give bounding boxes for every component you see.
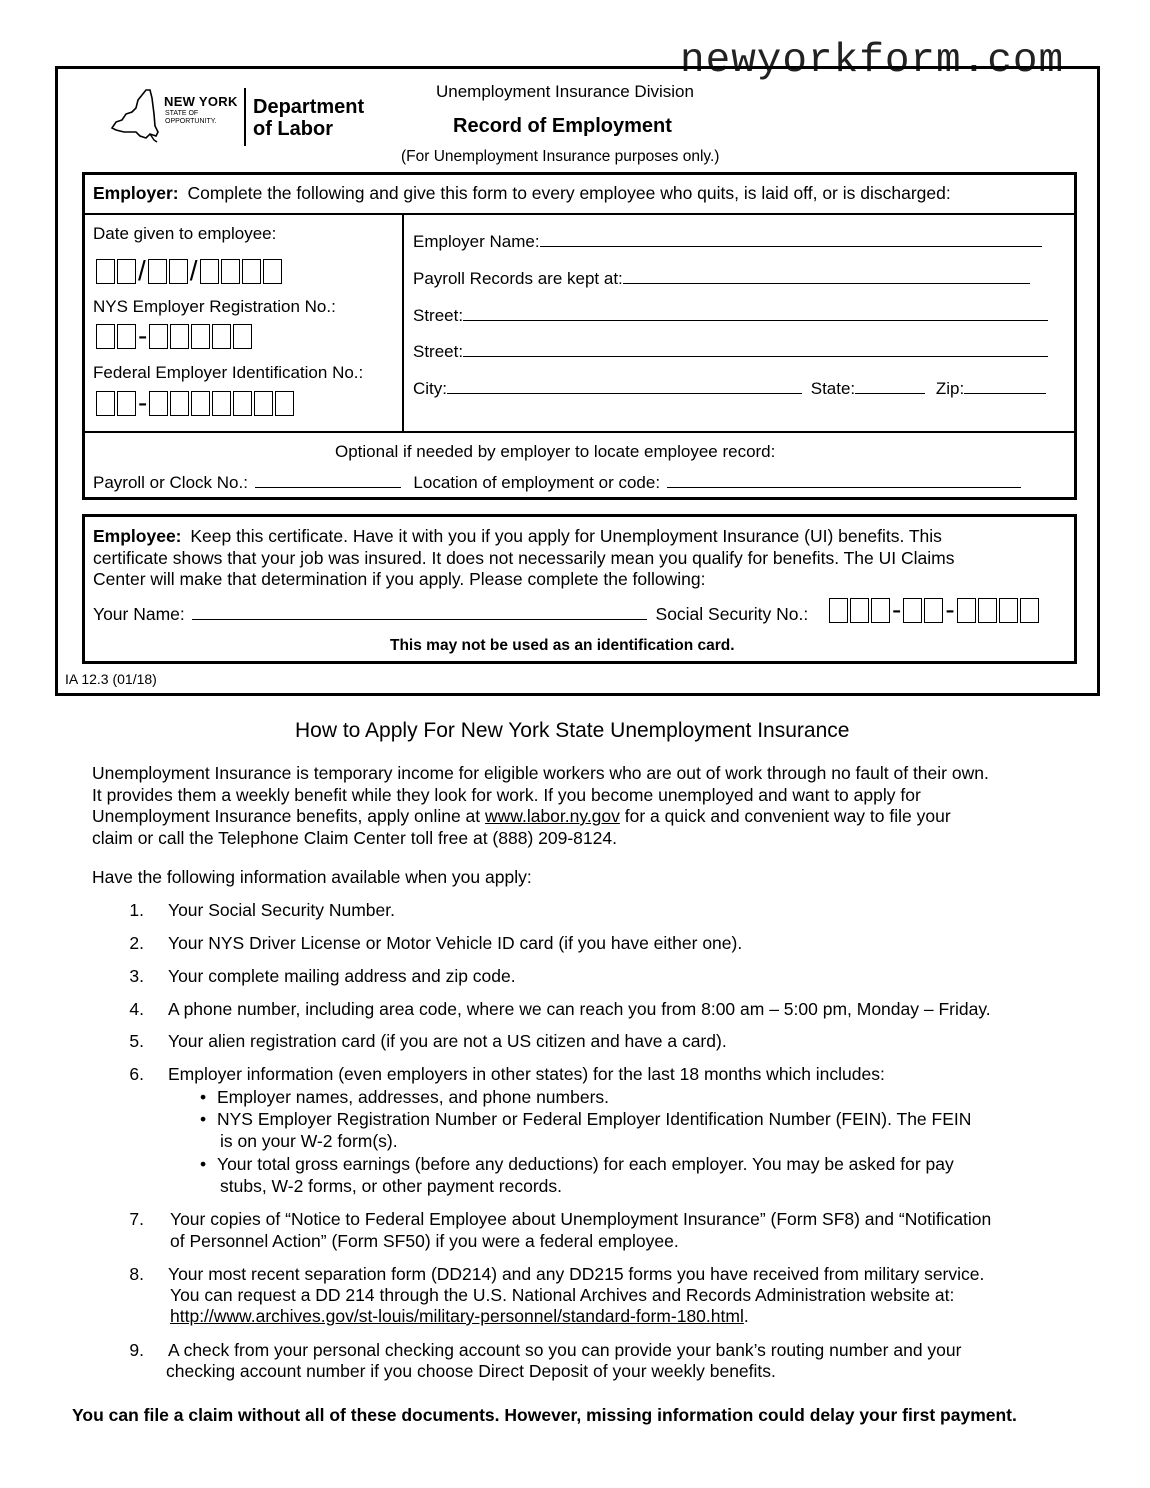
location-field[interactable] bbox=[667, 472, 1021, 488]
bullet-dot: • bbox=[200, 1154, 207, 1174]
item-number: 8. bbox=[129, 1264, 144, 1284]
intro-line3a: Unemployment Insurance benefits, apply online at bbox=[92, 806, 486, 826]
date-slash: / bbox=[189, 255, 198, 286]
item9-line2: checking account number if you choose Direct Deposit of your weekly benefits. bbox=[166, 1361, 776, 1381]
intro-line3b: for a quick and convenient way to file your bbox=[619, 806, 951, 826]
item8-line2: You can request a DD 214 through the U.S. National Archives and Records Administration website at: bbox=[170, 1285, 955, 1305]
item8-period: . bbox=[743, 1306, 749, 1326]
date-box[interactable] bbox=[263, 259, 282, 284]
item9-line1: A check from your personal checking account so you can provide your bank’s routing number and your bbox=[168, 1340, 962, 1360]
employer-instruction-text: Complete the following and give this form to every employee who quits, is laid off, or is discharged: bbox=[187, 183, 951, 203]
nys-reg-dash: - bbox=[138, 320, 148, 351]
watermark-text: newyorkform.com bbox=[680, 38, 1065, 84]
location-label: Location of employment or code: bbox=[413, 473, 661, 492]
optional-note: Optional if needed by employer to locate employee record: bbox=[335, 442, 776, 461]
fein-box[interactable] bbox=[96, 391, 115, 416]
bullet-dot: • bbox=[200, 1087, 207, 1107]
item-number: 6. bbox=[129, 1064, 144, 1084]
item-text: Employer information (even employers in other states) for the last 18 months which includes: bbox=[168, 1064, 885, 1084]
ssn-box[interactable] bbox=[903, 598, 922, 623]
fein-field[interactable] bbox=[96, 389, 296, 417]
closing-note: You can file a claim without all of these documents. However, missing information could delay your first payment. bbox=[72, 1405, 1017, 1425]
item-number: 1. bbox=[129, 900, 144, 920]
ssn-box[interactable] bbox=[924, 598, 943, 623]
intro-line4: claim or call the Telephone Claim Center toll free at (888) 209-8124. bbox=[92, 827, 617, 848]
nys-reg-box[interactable] bbox=[96, 324, 115, 349]
your-name-label: Your Name: bbox=[93, 604, 185, 624]
fein-box[interactable] bbox=[254, 391, 273, 416]
employee-text1: Keep this certificate. Have it with you if you apply for Unemployment Insurance (UI) benefits. This bbox=[190, 526, 942, 546]
payroll-location-row bbox=[93, 472, 1021, 493]
nys-reg-box[interactable] bbox=[117, 324, 136, 349]
bullet-continuation: is on your W-2 form(s). bbox=[220, 1131, 398, 1151]
date-given-label: Date given to employee: bbox=[93, 224, 277, 243]
ssn-box[interactable] bbox=[978, 598, 997, 623]
date-box[interactable] bbox=[242, 259, 261, 284]
street1-label: Street: bbox=[413, 306, 464, 325]
payroll-clock-label: Payroll or Clock No.: bbox=[93, 473, 248, 492]
ssn-box[interactable] bbox=[957, 598, 976, 623]
employer-name-field[interactable] bbox=[540, 231, 1042, 247]
item-text: Your Social Security Number. bbox=[168, 900, 395, 920]
employee-text3: Center will make that determination if you apply. Please complete the following: bbox=[93, 569, 706, 589]
fein-box[interactable] bbox=[149, 391, 168, 416]
item8-line1: Your most recent separation form (DD214) and any DD215 forms you have received from military service. bbox=[168, 1264, 985, 1284]
city-state-zip-row bbox=[413, 378, 1046, 399]
date-box[interactable] bbox=[96, 259, 115, 284]
employee-text-line1 bbox=[93, 526, 942, 546]
fein-box[interactable] bbox=[233, 391, 252, 416]
employee-label: Employee: bbox=[93, 526, 182, 546]
division-name: Unemployment Insurance Division bbox=[436, 82, 694, 101]
employer-optional-divider bbox=[84, 431, 1074, 433]
ssn-box[interactable] bbox=[850, 598, 869, 623]
street2-row bbox=[413, 341, 1048, 362]
ssn-box[interactable] bbox=[829, 598, 848, 623]
date-slash: / bbox=[138, 255, 146, 286]
bullet-dot: • bbox=[200, 1109, 207, 1129]
state-field[interactable] bbox=[855, 378, 925, 394]
ssn-field[interactable] bbox=[829, 596, 1041, 624]
bullet-text: NYS Employer Registration Number or Federal Employer Identification Number (FEIN). The FEIN bbox=[217, 1109, 972, 1129]
item-number: 9. bbox=[129, 1340, 144, 1360]
nys-reg-box[interactable] bbox=[149, 324, 168, 349]
logo-new-york: NEW YORK bbox=[164, 94, 238, 109]
form-subtitle: (For Unemployment Insurance purposes only.) bbox=[401, 148, 720, 165]
employer-name-row bbox=[413, 231, 1042, 252]
item-number: 2. bbox=[129, 933, 144, 953]
fein-box[interactable] bbox=[170, 391, 189, 416]
nys-reg-box[interactable] bbox=[212, 324, 231, 349]
logo-department: Department bbox=[253, 96, 365, 118]
archives-link[interactable]: http://www.archives.gov/st-louis/military-personnel/standard-form-180.html bbox=[170, 1306, 744, 1326]
fein-box[interactable] bbox=[275, 391, 294, 416]
intro-line2: It provides them a weekly benefit while they look for work. If you become unemployed and want to apply for bbox=[92, 784, 921, 805]
bullet-continuation: stubs, W-2 forms, or other payment records. bbox=[220, 1176, 563, 1196]
employer-header-divider bbox=[84, 213, 1074, 215]
nys-reg-box[interactable] bbox=[191, 324, 210, 349]
intro-line3 bbox=[92, 806, 1092, 828]
date-given-field[interactable] bbox=[96, 257, 284, 285]
employer-name-label: Employer Name: bbox=[413, 232, 540, 251]
payroll-kept-field[interactable] bbox=[623, 268, 1030, 284]
fein-box[interactable] bbox=[117, 391, 136, 416]
logo-opportunity: OPPORTUNITY. bbox=[165, 118, 217, 125]
your-name-field[interactable] bbox=[192, 604, 647, 620]
city-field[interactable] bbox=[447, 378, 802, 394]
item-number: 5. bbox=[129, 1031, 144, 1051]
logo-divider bbox=[244, 88, 246, 146]
date-box[interactable] bbox=[117, 259, 136, 284]
bullet-text: Your total gross earnings (before any deductions) for each employer. You may be asked for pay bbox=[217, 1154, 954, 1174]
item-number: 4. bbox=[129, 999, 144, 1019]
employer-label: Employer: bbox=[93, 183, 179, 203]
date-box[interactable] bbox=[148, 259, 167, 284]
ssn-dash: - bbox=[892, 594, 902, 625]
bullet-text: Employer names, addresses, and phone numbers. bbox=[217, 1087, 610, 1107]
logo-of-labor: of Labor bbox=[253, 118, 333, 140]
date-box[interactable] bbox=[221, 259, 240, 284]
zip-label: Zip: bbox=[935, 379, 965, 398]
fein-label: Federal Employer Identification No.: bbox=[93, 363, 364, 382]
item7-line2: of Personnel Action” (Form SF50) if you were a federal employee. bbox=[170, 1231, 679, 1251]
new-york-state-map-icon bbox=[110, 88, 160, 146]
item-text: Your NYS Driver License or Motor Vehicle ID card (if you have either one). bbox=[168, 933, 743, 953]
ssn-label: Social Security No.: bbox=[655, 604, 809, 624]
street1-field[interactable] bbox=[463, 305, 1048, 321]
ssn-box[interactable] bbox=[871, 598, 890, 623]
nys-dol-logo bbox=[110, 86, 380, 148]
city-label: City: bbox=[413, 379, 447, 398]
nys-reg-box[interactable] bbox=[170, 324, 189, 349]
street2-label: Street: bbox=[413, 342, 464, 361]
nys-reg-label: NYS Employer Registration No.: bbox=[93, 297, 336, 316]
form-number: IA 12.3 (01/18) bbox=[65, 671, 157, 687]
state-label: State: bbox=[810, 379, 856, 398]
item7-line1: Your copies of “Notice to Federal Employee about Unemployment Insurance” (Form SF8) and “Notification bbox=[170, 1209, 992, 1229]
employer-column-divider bbox=[402, 214, 404, 432]
date-box[interactable] bbox=[169, 259, 188, 284]
ssn-dash: - bbox=[945, 594, 955, 625]
intro-line1: Unemployment Insurance is temporary income for eligible workers who are out of work through no fault of their own. bbox=[92, 763, 989, 783]
payroll-kept-row bbox=[413, 268, 1030, 289]
your-name-row bbox=[93, 604, 808, 624]
logo-state-of: STATE OF bbox=[165, 110, 199, 117]
zip-field[interactable] bbox=[964, 378, 1046, 394]
how-to-intro bbox=[92, 763, 1092, 849]
how-to-title: How to Apply For New York State Unemployment Insurance bbox=[295, 719, 850, 742]
have-following: Have the following information available when you apply: bbox=[92, 867, 532, 887]
id-warning: This may not be used as an identification card. bbox=[390, 637, 735, 654]
street1-row bbox=[413, 305, 1048, 326]
ssn-box[interactable] bbox=[999, 598, 1018, 623]
payroll-clock-field[interactable] bbox=[255, 472, 401, 488]
street2-field[interactable] bbox=[463, 341, 1048, 357]
item-text: A phone number, including area code, where we can reach you from 8:00 am – 5:00 pm, Monday – Friday. bbox=[168, 999, 991, 1019]
form-title: Record of Employment bbox=[453, 115, 672, 137]
employer-instruction bbox=[93, 183, 951, 203]
employee-text2: certificate shows that your job was insured. It does not necessarily mean you qualify for benefits. The UI Claims bbox=[93, 548, 955, 568]
fein-dash: - bbox=[138, 387, 148, 418]
nys-reg-box[interactable] bbox=[233, 324, 252, 349]
fein-box[interactable] bbox=[212, 391, 231, 416]
nys-reg-field[interactable] bbox=[96, 322, 254, 350]
item-text: Your alien registration card (if you are not a US citizen and have a card). bbox=[168, 1031, 727, 1051]
ssn-box[interactable] bbox=[1020, 598, 1039, 623]
labor-website-link[interactable]: www.labor.ny.gov bbox=[485, 806, 620, 826]
payroll-kept-label: Payroll Records are kept at: bbox=[413, 269, 623, 288]
fein-box[interactable] bbox=[191, 391, 210, 416]
item8-line3 bbox=[170, 1306, 749, 1328]
date-box[interactable] bbox=[200, 259, 219, 284]
item-text: Your complete mailing address and zip code. bbox=[168, 966, 516, 986]
item-number: 3. bbox=[129, 966, 144, 986]
item-number: 7. bbox=[129, 1209, 144, 1229]
